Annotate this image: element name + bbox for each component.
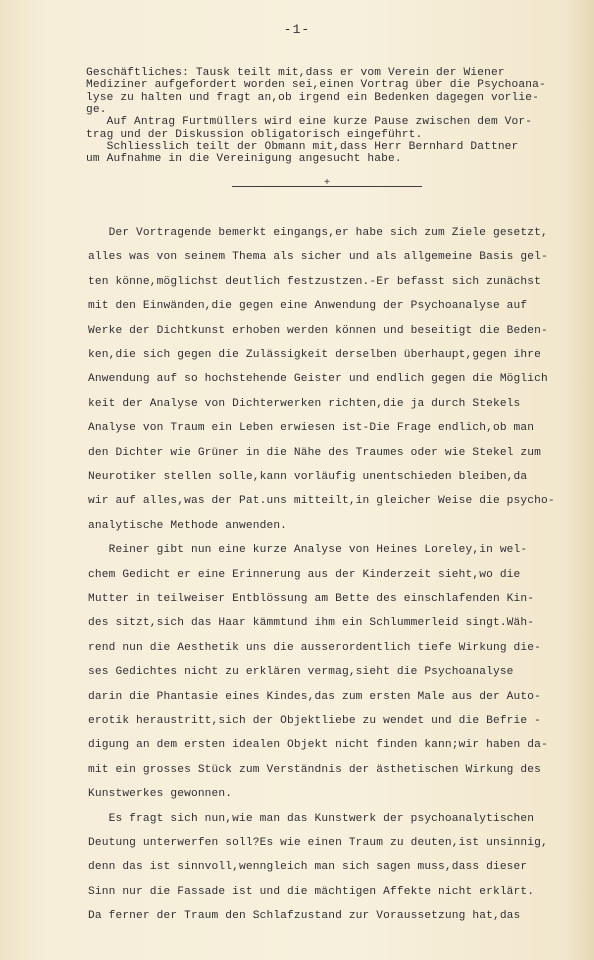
text-line: digung an dem ersten idealen Objekt nicht finden kann;wir haben da- <box>88 739 548 752</box>
text-line: Werke der Dichtkunst erhoben werden können und beseitigt die Beden- <box>88 324 548 337</box>
text-line: Anwendung auf so hochstehende Geister und endlich gegen die Möglich <box>88 373 548 386</box>
text-line: darin die Phantasie eines Kindes,das zum ersten Male aus der Auto- <box>88 690 541 703</box>
text-line: ge. <box>86 103 107 116</box>
text-line: Reiner gibt nun eine kurze Analyse von Heines Loreley,in wel- <box>88 544 528 557</box>
text-line: Auf Antrag Furtmüllers wird eine kurze Pause zwischen dem Vor- <box>86 116 533 129</box>
text-line: des sitzt,sich das Haar kämmtund ihm ein Schlummerleid singt.Wäh- <box>88 617 535 630</box>
text-line: ken,die sich gegen die Zulässigkeit derselben überhaupt,gegen ihre <box>88 349 541 361</box>
separator-mark: + <box>324 178 331 189</box>
text-line: Mutter in teilweiser Entblössung am Bette des einschlafenden Kin- <box>88 593 535 605</box>
text-line: Es fragt sich nun,wie man das Kunstwerk der psychoanalytischen <box>88 812 535 825</box>
text-line: Kunstwerkes gewonnen. <box>88 788 233 801</box>
text-line: erotik heraustritt,sich der Objektliebe zu wendet und die Befrie - <box>88 715 541 727</box>
text-line: mit ein grosses Stück zum Verständnis der ästhetischen Wirkung des <box>88 763 541 776</box>
text-line: wir auf alles,was der Pat.uns mitteilt,in gleicher Weise die psycho- <box>88 495 555 508</box>
text-line: chem Gedicht er eine Erinnerung aus der Kinderzeit sieht,wo die <box>88 568 521 581</box>
text-line: ten könne,möglichst deutlich festzustzen.-Er befasst sich zunächst <box>88 275 541 288</box>
text-line: den Dichter wie Grüner in die Nähe des Traumes oder wie Stekel zum <box>88 446 541 459</box>
text-line: Da ferner der Traum den Schlafzustand zur Voraussetzung hat,das <box>88 910 521 923</box>
text-line: Der Vortragende bemerkt eingangs,er habe sich zum Ziele gesetzt, <box>88 227 548 239</box>
page-number: -1- <box>283 22 311 37</box>
text-line: keit der Analyse von Dichterwerken richten,die ja durch Stekels <box>88 397 521 410</box>
text-line: ses Gedichtes nicht zu erklären vermag,sieht die Psychoanalyse <box>88 666 514 679</box>
text-line: alles was von seinem Thema als sicher und als allgemeine Basis gel- <box>88 251 548 264</box>
text-line: mit den Einwänden,die gegen eine Anwendung der Psychoanalyse auf <box>88 300 528 313</box>
text-line: Analyse von Traum ein Leben erwiesen ist-Die Frage endlich,ob man <box>88 422 535 435</box>
text-line: Schliesslich teilt der Obmann mit,dass Herr Bernhard Dattner <box>86 140 519 153</box>
text-line: analytische Methode anwenden. <box>88 519 288 532</box>
text-line: trag und der Diskussion obligatorisch eingeführt. <box>86 128 423 141</box>
text-line: lyse zu halten und fragt an,ob irgend ein Bedenken dagegen vorlie- <box>86 91 539 104</box>
text-line: denn das ist sinnvoll,wenngleich man sich sagen muss,dass dieser <box>88 861 528 874</box>
text-line: rend nun die Aesthetik uns die ausserordentlich tiefe Wirkung die- <box>88 641 541 654</box>
text-line: Deutung unterwerfen soll?Es wie einen Traum zu deuten,ist unsinnig, <box>88 837 548 849</box>
text-line: Sinn nur die Fassade ist und die mächtigen Affekte nicht erklärt. <box>88 885 535 898</box>
text-line: Geschäftliches: Tausk teilt mit,dass er vom Verein der Wiener <box>86 67 505 79</box>
text-line: Mediziner aufgefordert worden sei,einen Vortrag über die Psychoana- <box>86 79 546 92</box>
text-line: um Aufnahme in die Vereinigung angesucht habe. <box>86 153 402 166</box>
text-line: Neurotiker stellen solle,kann vorläufig unentschieden bleiben,da <box>88 471 528 483</box>
